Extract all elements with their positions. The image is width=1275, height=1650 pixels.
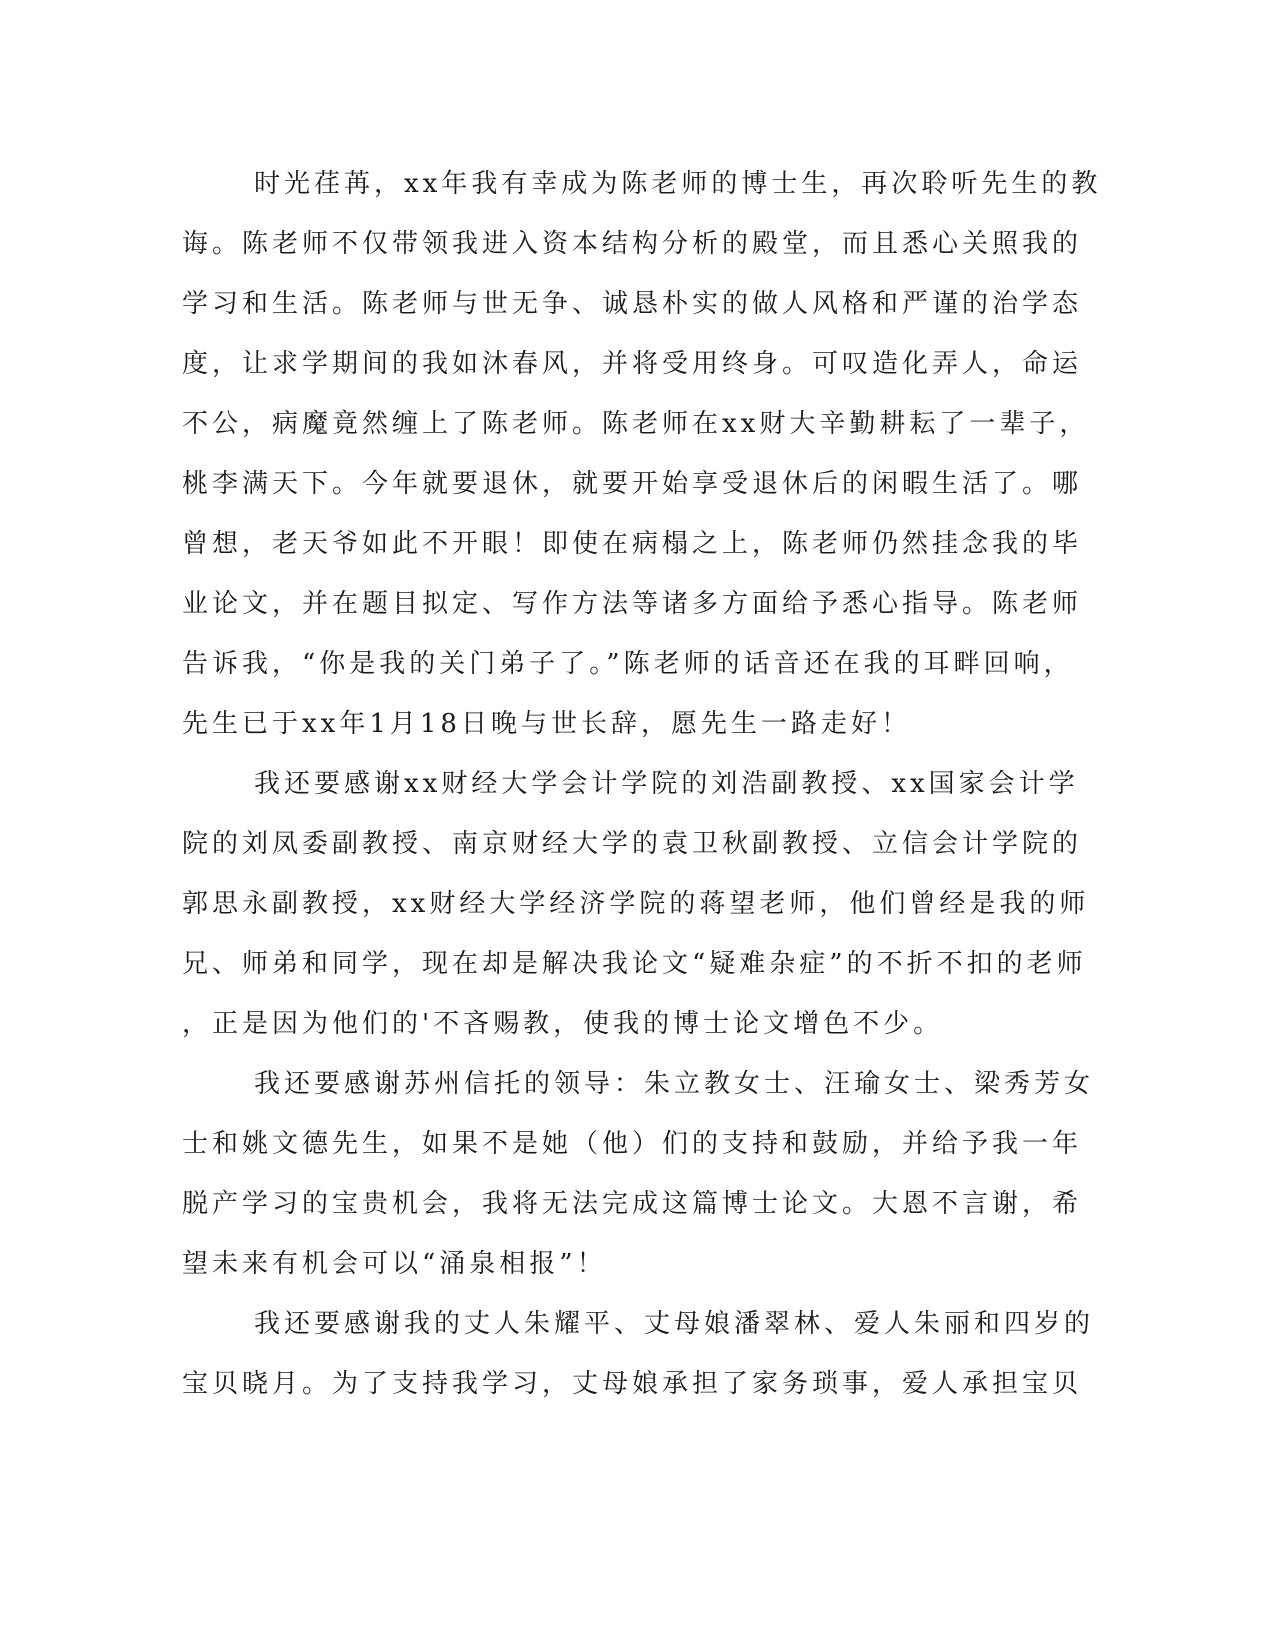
text-line: 业论文，并在题目拟定、写作方法等诸多方面给予悉心指导。陈老师 [182, 589, 1083, 619]
text-line: 脱产学习的宝贵机会，我将无法完成这篇博士论文。大恩不言谢，希 [182, 1189, 1083, 1219]
text-line: 郭思永副教授，xx财经大学经济学院的蒋望老师，他们曾经是我的师 [182, 889, 1090, 919]
text-line: 宝贝晓月。为了支持我学习，丈母娘承担了家务琐事，爱人承担宝贝 [182, 1369, 1083, 1399]
text-line: 诲。陈老师不仅带领我进入资本结构分析的殿堂，而且悉心关照我的 [182, 229, 1083, 259]
text-line: 我还要感谢xx财经大学会计学院的刘浩副教授、xx国家会计学 [254, 769, 1079, 799]
text-line: ，正是因为他们的'不吝赐教，使我的博士论文增色不少。 [182, 1009, 944, 1039]
document-body [182, 154, 1102, 1414]
text-line: 先生已于xx年1月18日晚与世长辞，愿先生一路走好！ [182, 709, 911, 739]
text-line: 望未来有机会可以“涌泉相报”！ [182, 1249, 607, 1279]
text-line: 院的刘凤委副教授、南京财经大学的袁卫秋副教授、立信会计学院的 [182, 829, 1083, 859]
text-line: 士和姚文德先生，如果不是她（他）们的支持和鼓励，并给予我一年 [182, 1129, 1083, 1159]
text-line: 我还要感谢我的丈人朱耀平、丈母娘潘翠林、爱人朱丽和四岁的 [254, 1309, 1095, 1339]
text-line: 学习和生活。陈老师与世无争、诚恳朴实的做人风格和严谨的治学态 [182, 289, 1083, 319]
text-line: 告诉我，“你是我的关门弟子了。”陈老师的话音还在我的耳畔回响， [182, 649, 1074, 679]
text-line: 曾想，老天爷如此不开眼！即使在病榻之上，陈老师仍然挂念我的毕 [182, 529, 1083, 559]
text-line: 兄、师弟和同学，现在却是解决我论文“疑难杂症”的不折不扣的老师 [182, 949, 1087, 979]
text-line: 度，让求学期间的我如沐春风，并将受用终身。可叹造化弄人，命运 [182, 349, 1083, 379]
text-line: 我还要感谢苏州信托的领导：朱立教女士、汪瑜女士、梁秀芳女 [254, 1069, 1095, 1099]
text-line: 不公，病魔竟然缠上了陈老师。陈老师在xx财大辛勤耕耘了一辈子， [182, 409, 1090, 439]
text-line: 桃李满天下。今年就要退休，就要开始享受退休后的闲暇生活了。哪 [182, 469, 1083, 499]
text-line: 时光荏苒，xx年我有幸成为陈老师的博士生，再次聆听先生的教 [254, 169, 1102, 199]
